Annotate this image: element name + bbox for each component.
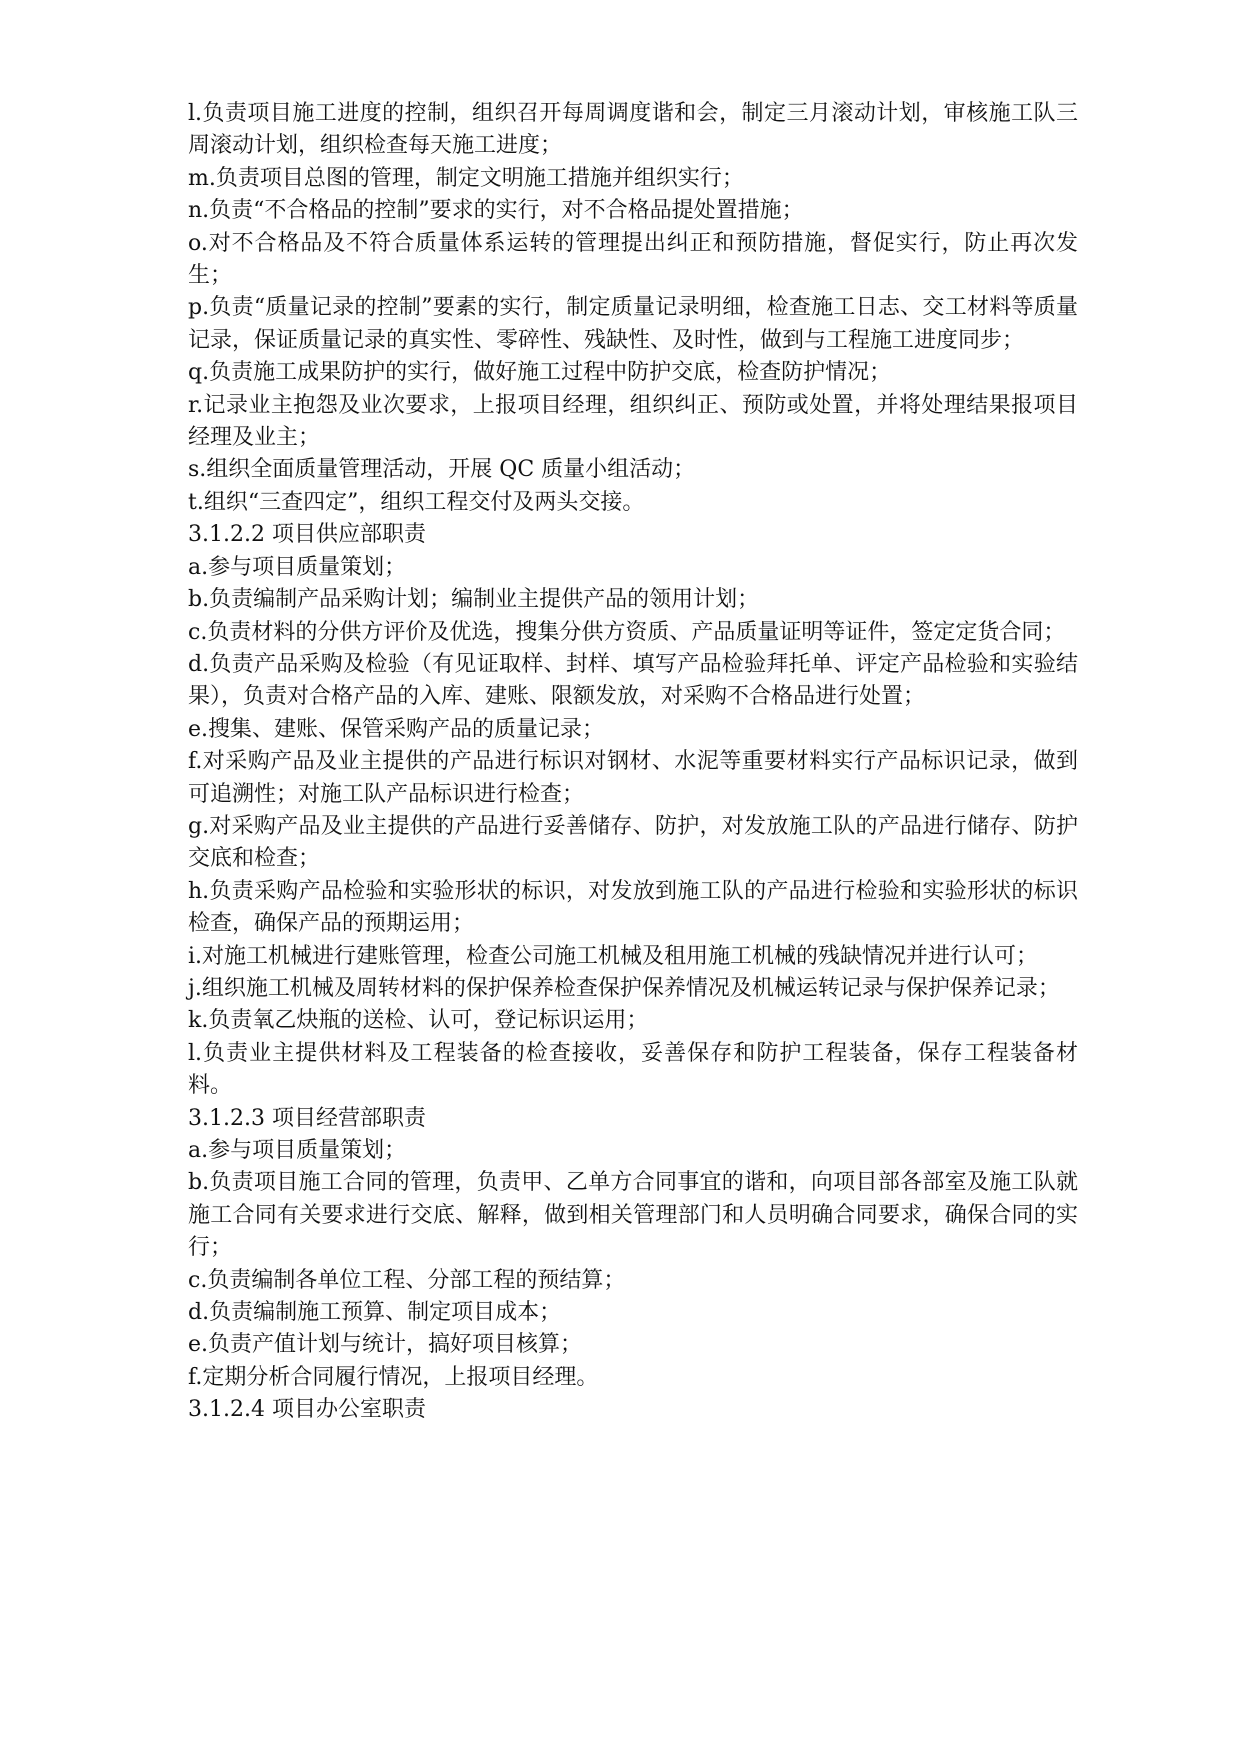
paragraph-m-site-plan: m.负责项目总图的管理，制定文明施工措施并组织实行；	[188, 165, 744, 191]
paragraph-l-schedule-control: l.负责项目施工进度的控制，组织召开每周调度谐和会，制定三月滚动计划，审核施工队三周滚动计划，组织检查每天施工进度；	[188, 101, 1078, 159]
paragraph-r-owner-complaints: r.记录业主抱怨及业次要求，上报项目经理，组织纠正、预防或处置，并将处理结果报项目经理及业主；	[188, 392, 1078, 451]
paragraph-t-handover: t.组织“三查四定”，组织工程交付及两头交接。	[188, 489, 645, 515]
paragraph-supply-b: b.负责编制产品采购计划；编制业主提供产品的领用计划；	[188, 587, 760, 613]
paragraph-o-corrective-action: o.对不合格品及不符合质量体系运转的管理提出纠正和预防措施，督促实行，防止再次发生；	[188, 230, 1078, 289]
section-heading-office: 3.1.2.4 项目办公室职责	[188, 1397, 426, 1423]
paragraph-supply-d: d.负责产品采购及检验（有见证取样、封样、填写产品检验拜托单、评定产品检验和实验结果），负责对合格产品的入库、建账、限额发放，对采购不合格品进行处置；	[188, 651, 1078, 710]
paragraph-business-d: d.负责编制施工预算、制定项目成本；	[188, 1300, 562, 1326]
paragraph-supply-c: c.负责材料的分供方评价及优选，搜集分供方资质、产品质量证明等证件，签定定货合同；	[188, 619, 1066, 645]
paragraph-n-nonconforming-control: n.负责“不合格品的控制”要求的实行，对不合格品提处置措施；	[188, 198, 804, 224]
paragraph-supply-e: e.搜集、建账、保管采购产品的质量记录；	[188, 716, 605, 742]
paragraph-supply-k: k.负责氧乙炔瓶的送检、认可，登记标识运用；	[188, 1008, 649, 1034]
paragraph-business-e: e.负责产值计划与统计，搞好项目核算；	[188, 1332, 583, 1358]
paragraph-supply-h: h.负责采购产品检验和实验形状的标识，对发放到施工队的产品进行检验和实验形状的标识检查，确保产品的预期运用；	[188, 878, 1078, 937]
document-page	[188, 98, 1078, 1427]
paragraph-supply-j: j.组织施工机械及周转材料的保护保养检查保护保养情况及机械运转记录与保护保养记录；	[188, 975, 1060, 1001]
paragraph-q-protection: q.负责施工成果防护的实行，做好施工过程中防护交底，检查防护情况；	[188, 360, 892, 386]
section-heading-business-dept: 3.1.2.3 项目经营部职责	[188, 1105, 426, 1131]
paragraph-supply-a: a.参与项目质量策划；	[188, 554, 407, 580]
paragraph-business-f: f.定期分析合同履行情况，上报项目经理。	[188, 1364, 599, 1390]
section-heading-supply-dept: 3.1.2.2 项目供应部职责	[188, 522, 426, 548]
paragraph-supply-i: i.对施工机械进行建账管理，检查公司施工机械及租用施工机械的残缺情况并进行认可；	[188, 943, 1039, 969]
paragraph-supply-g: g.对采购产品及业主提供的产品进行妥善储存、防护，对发放施工队的产品进行储存、防护交底和检查；	[188, 813, 1078, 872]
paragraph-s-qc-activities: s.组织全面质量管理活动，开展 QC 质量小组活动；	[188, 457, 696, 483]
paragraph-p-quality-records: p.负责“质量记录的控制”要素的实行，制定质量记录明细，检查施工日志、交工材料等质量记录，保证质量记录的真实性、零碎性、残缺性、及时性，做到与工程施工进度同步；	[188, 295, 1078, 353]
paragraph-supply-l: l.负责业主提供材料及工程装备的检查接收，妥善保存和防护工程装备，保存工程装备材料。	[188, 1040, 1078, 1099]
paragraph-supply-f: f.对采购产品及业主提供的产品进行标识对钢材、水泥等重要材料实行产品标识记录，做到可追溯性；对施工队产品标识进行检查；	[188, 749, 1078, 807]
paragraph-business-b: b.负责项目施工合同的管理，负责甲、乙单方合同事宜的谐和，向项目部各部室及施工队就施工合同有关要求进行交底、解释，做到相关管理部门和人员明确合同要求，确保合同的实行；	[188, 1170, 1078, 1261]
paragraph-business-c: c.负责编制各单位工程、分部工程的预结算；	[188, 1267, 626, 1293]
paragraph-business-a: a.参与项目质量策划；	[188, 1138, 407, 1163]
